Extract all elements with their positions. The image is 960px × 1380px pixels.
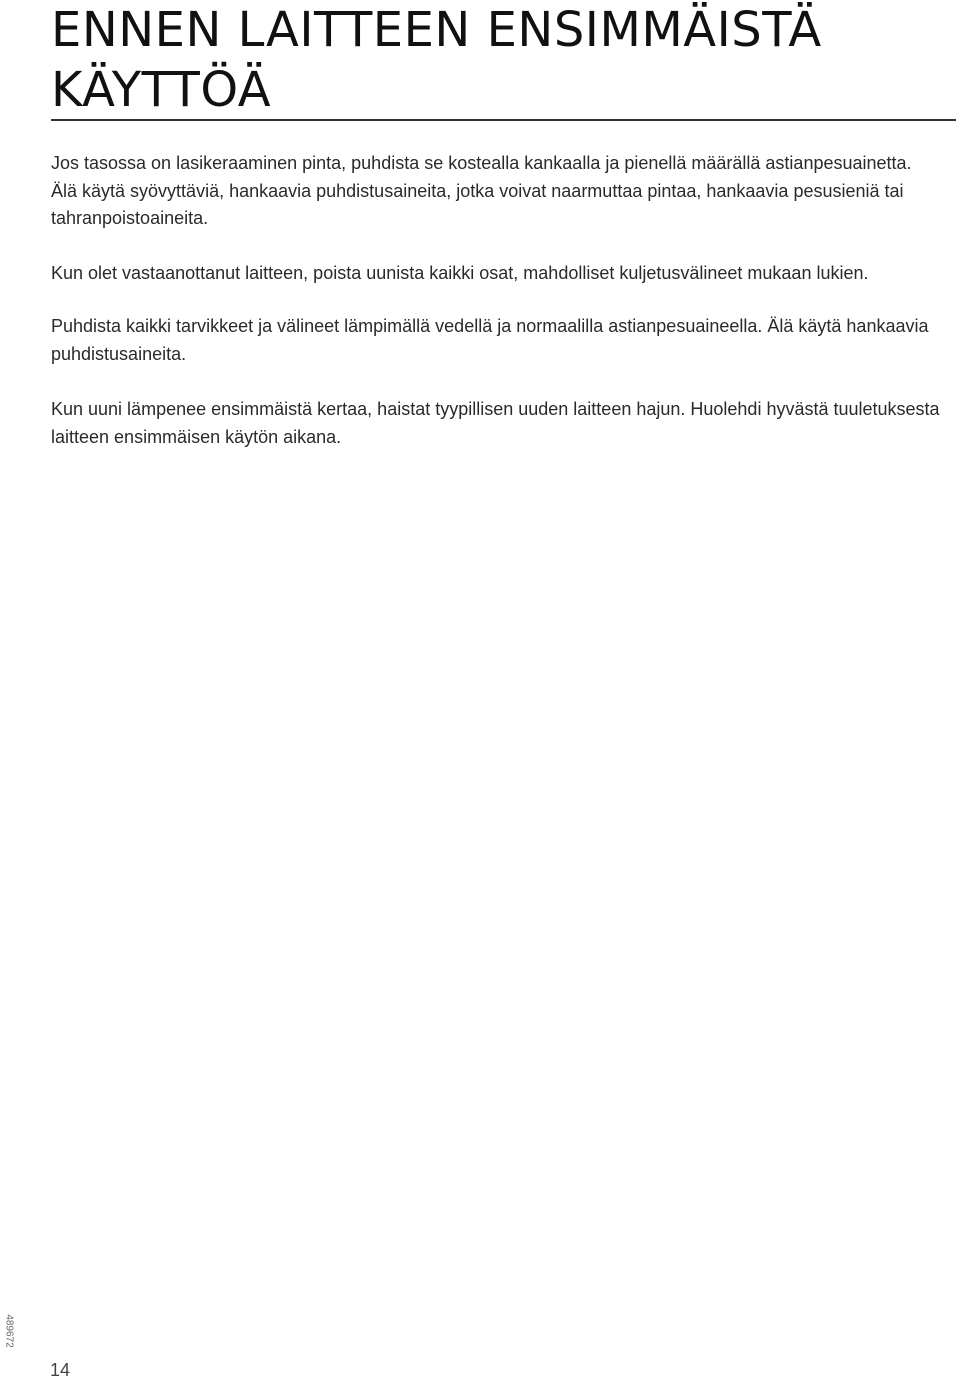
page-title-line-2: KÄYTTÖÄ xyxy=(51,62,272,118)
page-title-line-1: ENNEN LAITTEEN ENSIMMÄISTÄ xyxy=(51,2,822,58)
page-title xyxy=(51,0,951,120)
page-number: 14 xyxy=(50,1360,71,1380)
paragraph-first-heating: Kun uuni lämpenee ensimmäistä kertaa, haistat tyypillisen uuden laitteen hajun. Huolehdi hyvästä tuuletuksesta laitteen ensimmäisen käytön aikana. xyxy=(51,399,940,447)
paragraph-clean-accessories: Puhdista kaikki tarvikkeet ja välineet lämpimällä vedellä ja normaalilla astianpesuaineella. Älä käytä hankaavia puhdistusaineita. xyxy=(51,316,929,364)
paragraph-cleaning-surface: Jos tasossa on lasikeraaminen pinta, puhdista se kostealla kankaalla ja pienellä määrällä astianpesuainetta. Älä käytä syövyttäviä, hankaavia puhdistusaineita, jotka voivat naarmuttaa pintaa, hankaavia pesusieniä tai tahranpoistoaineita. xyxy=(51,153,912,228)
document-code: 489672 xyxy=(3,1314,15,1348)
paragraph-remove-parts: Kun olet vastaanottanut laitteen, poista uunista kaikki osat, mahdolliset kuljetusvälineet mukaan lukien. xyxy=(51,263,869,283)
title-divider xyxy=(51,119,956,121)
